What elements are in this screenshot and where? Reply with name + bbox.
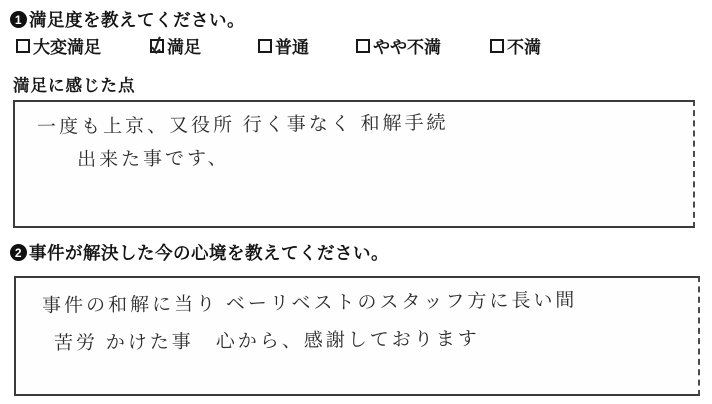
question1-heading [10, 7, 245, 32]
checkbox-icon[interactable] [16, 39, 30, 53]
handwritten-answer-line: 苦労 かけた事 心から、感謝しております [53, 328, 480, 355]
answer-box-q1 [13, 100, 695, 228]
handwritten-answer-line: 一度も上京、又役所 行く事なく 和解手続 [36, 112, 449, 139]
option-label: やや不満 [373, 38, 441, 57]
checkbox-checked-icon[interactable] [150, 39, 164, 53]
handwritten-answer-line: 事件の和解に当り ベーリベストのスタッフ方に長い間 [41, 290, 578, 317]
question1-number-badge: 1 [10, 11, 27, 28]
question2-number-badge: 2 [10, 244, 27, 261]
option-manzoku[interactable] [150, 33, 201, 58]
option-label: 大変満足 [33, 38, 101, 57]
question2-title: 事件が解決した今の心境を教えてください。 [29, 243, 389, 263]
option-label: 普通 [275, 38, 309, 57]
option-yaya-fuman[interactable] [356, 33, 441, 58]
question2-heading [10, 240, 389, 265]
option-daihen-manzoku[interactable] [16, 33, 101, 58]
option-futsuu[interactable] [258, 33, 309, 58]
question1-title: 満足度を教えてください。 [29, 10, 245, 30]
satisfied-points-label: 満足に感じた点 [13, 76, 136, 95]
checkbox-icon[interactable] [258, 39, 272, 53]
checkbox-icon[interactable] [490, 39, 504, 53]
checkbox-icon[interactable] [356, 39, 370, 53]
option-fuman[interactable] [490, 33, 541, 58]
option-label: 不満 [507, 38, 541, 57]
satisfaction-options-row [0, 33, 712, 57]
option-label: 満足 [167, 38, 201, 57]
answer-box-q2 [14, 276, 700, 396]
handwritten-answer-line: 出来た事です、 [76, 148, 230, 171]
